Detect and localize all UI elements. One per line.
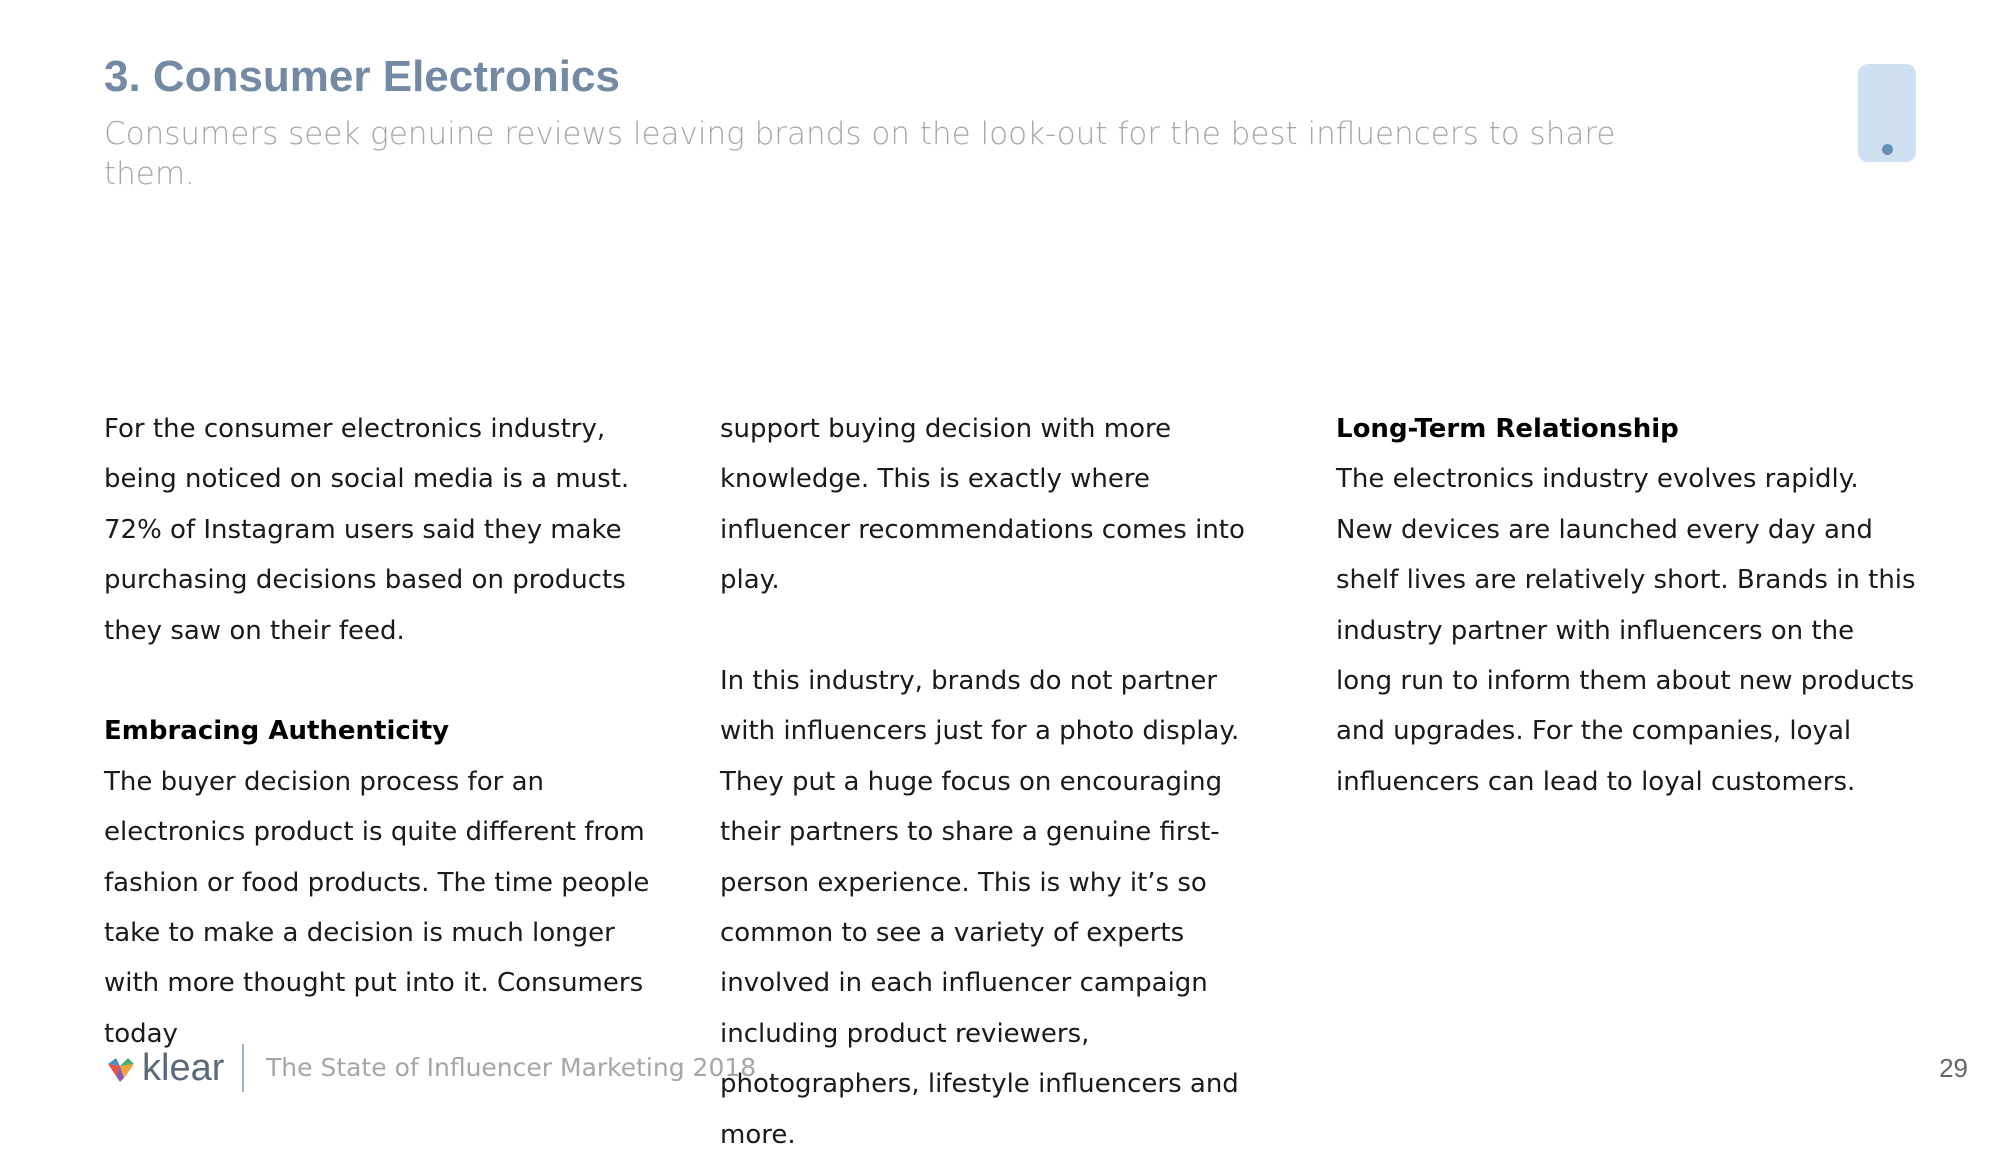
relationship-paragraph: The electronics industry evolves rapidly. New devices are launched every day and shelf lives are relatively short. Brands in this industry partner with influencers on the long run to inform them about new products and upgrades. For the companies, loyal influencers can lead to loyal customers. [1336, 464, 1916, 797]
intro-paragraph: For the consumer electronics industry, being noticed on social media is a must. 72% of Instagram users said they make purchasing decisions based on products they saw on their feed. [104, 414, 630, 646]
authenticity-continued-paragraph: support buying decision with more knowledge. This is exactly where influencer recommendations comes into play. [720, 414, 1245, 596]
section-heading-authenticity: Embracing Authenticity [104, 716, 450, 747]
column-1 [104, 404, 664, 1059]
section-heading-relationship: Long-Term Relationship [1336, 414, 1679, 444]
page-subtitle: Consumers seek genuine reviews leaving brands on the look-out for the best influencers to share them. [104, 116, 1616, 192]
klear-logo-icon [106, 1054, 136, 1084]
partnership-paragraph: In this industry, brands do not partner with influencers just for a photo display. They put a huge focus on encouraging their partners to share a genuine first-person experience. This is why it’s so common to see a variety of experts involved in each influencer campaign including product reviewers, photographers, lifestyle influencers and more. [720, 666, 1240, 1150]
footer-divider [242, 1044, 244, 1092]
authenticity-paragraph: The buyer decision process for an electronics product is quite different from fashion or food products. The time people take to make a decision is much longer with more thought put into it. Consumers today [104, 766, 650, 1049]
page-number: 29 [1939, 1053, 1968, 1083]
footer-caption: The State of Influencer Marketing 2018 [266, 1053, 757, 1082]
klear-logo-text: klear [142, 1047, 225, 1089]
column-3 [1336, 404, 1916, 807]
phone-icon [1858, 64, 1916, 162]
phone-home-dot [1882, 144, 1893, 155]
footer [104, 1040, 1984, 1096]
page-title: 3. Consumer Electronics [104, 52, 620, 101]
